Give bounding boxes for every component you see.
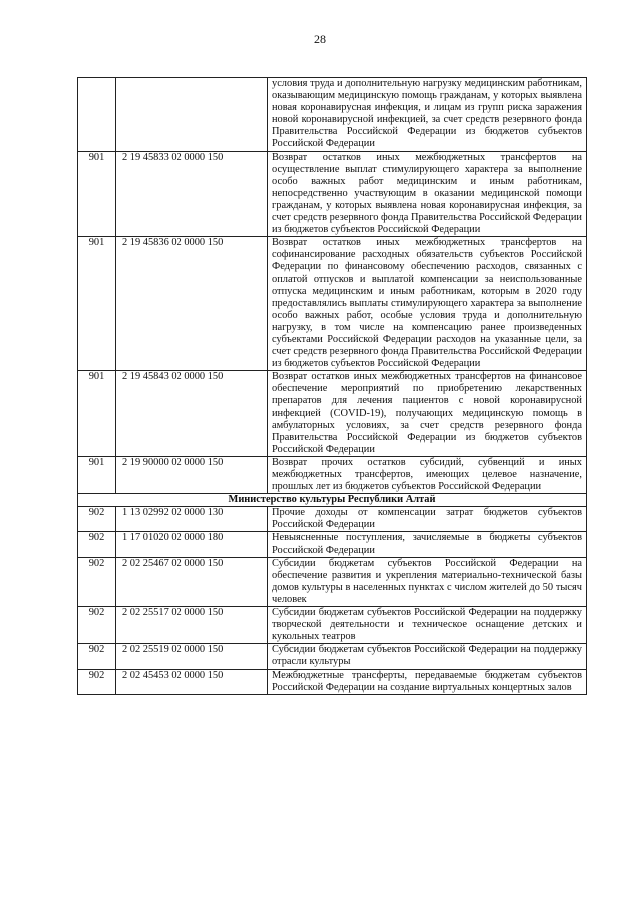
- admin-code-cell: 901: [78, 237, 116, 371]
- revenue-code-cell: 1 13 02992 02 0000 130: [116, 507, 268, 532]
- description-cell: Возврат остатков иных межбюджетных трансфертов на финансовое обеспечение мероприятий по приобретению лекарственных препаратов для лечения пациентов с новой коронавирусной инфекцией (COVID-19), получающих медицинскую помощь в амбулаторных условиях, за счет средств резервного фонда Правительства Российской Федерации из бюджетов субъектов Российской Федерации: [268, 371, 587, 457]
- admin-code-cell: 902: [78, 532, 116, 557]
- section-header-row: [78, 494, 587, 507]
- revenue-code-cell: 2 19 90000 02 0000 150: [116, 456, 268, 493]
- admin-code-cell: 902: [78, 507, 116, 532]
- description-cell: Возврат прочих остатков субсидий, субвенций и иных межбюджетных трансфертов, имеющих целевое назначение, прошлых лет из бюджетов субъектов Российской Федерации: [268, 456, 587, 493]
- revenue-code-cell: [116, 78, 268, 152]
- description-cell: Субсидии бюджетам субъектов Российской Федерации на поддержку творческой деятельности и техническое оснащение детских и кукольных театров: [268, 607, 587, 644]
- table-row: [78, 557, 587, 606]
- table-row: [78, 607, 587, 644]
- admin-code-cell: 901: [78, 371, 116, 457]
- table-body: [78, 78, 587, 695]
- admin-code-cell: 902: [78, 557, 116, 606]
- table-row: [78, 456, 587, 493]
- description-cell: Невыясненные поступления, зачисляемые в бюджеты субъектов Российской Федерации: [268, 532, 587, 557]
- table-row: [78, 237, 587, 371]
- revenue-code-cell: 1 17 01020 02 0000 180: [116, 532, 268, 557]
- description-cell: Прочие доходы от компенсации затрат бюджетов субъектов Российской Федерации: [268, 507, 587, 532]
- description-cell: Возврат остатков иных межбюджетных трансфертов на осуществление выплат стимулирующего характера за выполнение особо важных работ медицинским и иным работникам, непосредственно участвующим в оказании медицинской помощи гражданам, у которых выявлена новая коронавирусная инфекция, за счет средств резервного фонда Правительства Российской Федерации из бюджетов субъектов Российской Федерации: [268, 151, 587, 237]
- revenue-code-cell: 2 02 25519 02 0000 150: [116, 644, 268, 669]
- admin-code-cell: 901: [78, 456, 116, 493]
- revenue-code-cell: 2 02 45453 02 0000 150: [116, 669, 268, 694]
- admin-code-cell: 902: [78, 644, 116, 669]
- admin-code-cell: [78, 78, 116, 152]
- revenue-code-cell: 2 19 45833 02 0000 150: [116, 151, 268, 237]
- revenue-code-cell: 2 19 45836 02 0000 150: [116, 237, 268, 371]
- table-row: [78, 644, 587, 669]
- page-number: 28: [314, 32, 326, 46]
- admin-code-cell: 901: [78, 151, 116, 237]
- revenue-code-cell: 2 02 25467 02 0000 150: [116, 557, 268, 606]
- table-row: [78, 371, 587, 457]
- table-row: [78, 669, 587, 694]
- description-cell: Возврат остатков иных межбюджетных трансфертов на софинансирование расходных обязательств субъектов Российской Федерации по финансовому обеспечению расходов, связанных с оплатой отпусков и выплатой компенсации за неиспользованные отпуска медицинским и иным работникам, которым в 2020 году предоставлялись выплаты стимулирующего характера за выполнение особо важных работ, особые условия труда и дополнительную нагрузку, в том числе на компенсацию ранее произведенных субъектами Российской Федерации расходов на указанные цели, за счет средств резервного фонда Правительства Российской Федерации из бюджетов субъектов Российской Федерации: [268, 237, 587, 371]
- table-row: [78, 532, 587, 557]
- table-row: [78, 507, 587, 532]
- description-cell: условия труда и дополнительную нагрузку медицинским работникам, оказывающим медицинскую помощь гражданам, у которых выявлена новая коронавирусная инфекция, и лицам из групп риска заражения новой коронавирусной инфекцией, за счет средств резервного фонда Правительства Российской Федерации из бюджетов субъектов Российской Федерации: [268, 78, 587, 152]
- table-row: [78, 78, 587, 152]
- revenue-code-cell: 2 02 25517 02 0000 150: [116, 607, 268, 644]
- section-header: Министерство культуры Республики Алтай: [78, 494, 587, 507]
- description-cell: Субсидии бюджетам субъектов Российской Федерации на поддержку отрасли культуры: [268, 644, 587, 669]
- description-cell: Субсидии бюджетам субъектов Российской Федерации на обеспечение развития и укрепления материально-технической базы домов культуры в населенных пунктах с числом жителей до 50 тысяч человек: [268, 557, 587, 606]
- admin-code-cell: 902: [78, 669, 116, 694]
- admin-code-cell: 902: [78, 607, 116, 644]
- revenue-codes-table: [77, 77, 587, 695]
- table-row: [78, 151, 587, 237]
- revenue-code-cell: 2 19 45843 02 0000 150: [116, 371, 268, 457]
- description-cell: Межбюджетные трансферты, передаваемые бюджетам субъектов Российской Федерации на создание виртуальных концертных залов: [268, 669, 587, 694]
